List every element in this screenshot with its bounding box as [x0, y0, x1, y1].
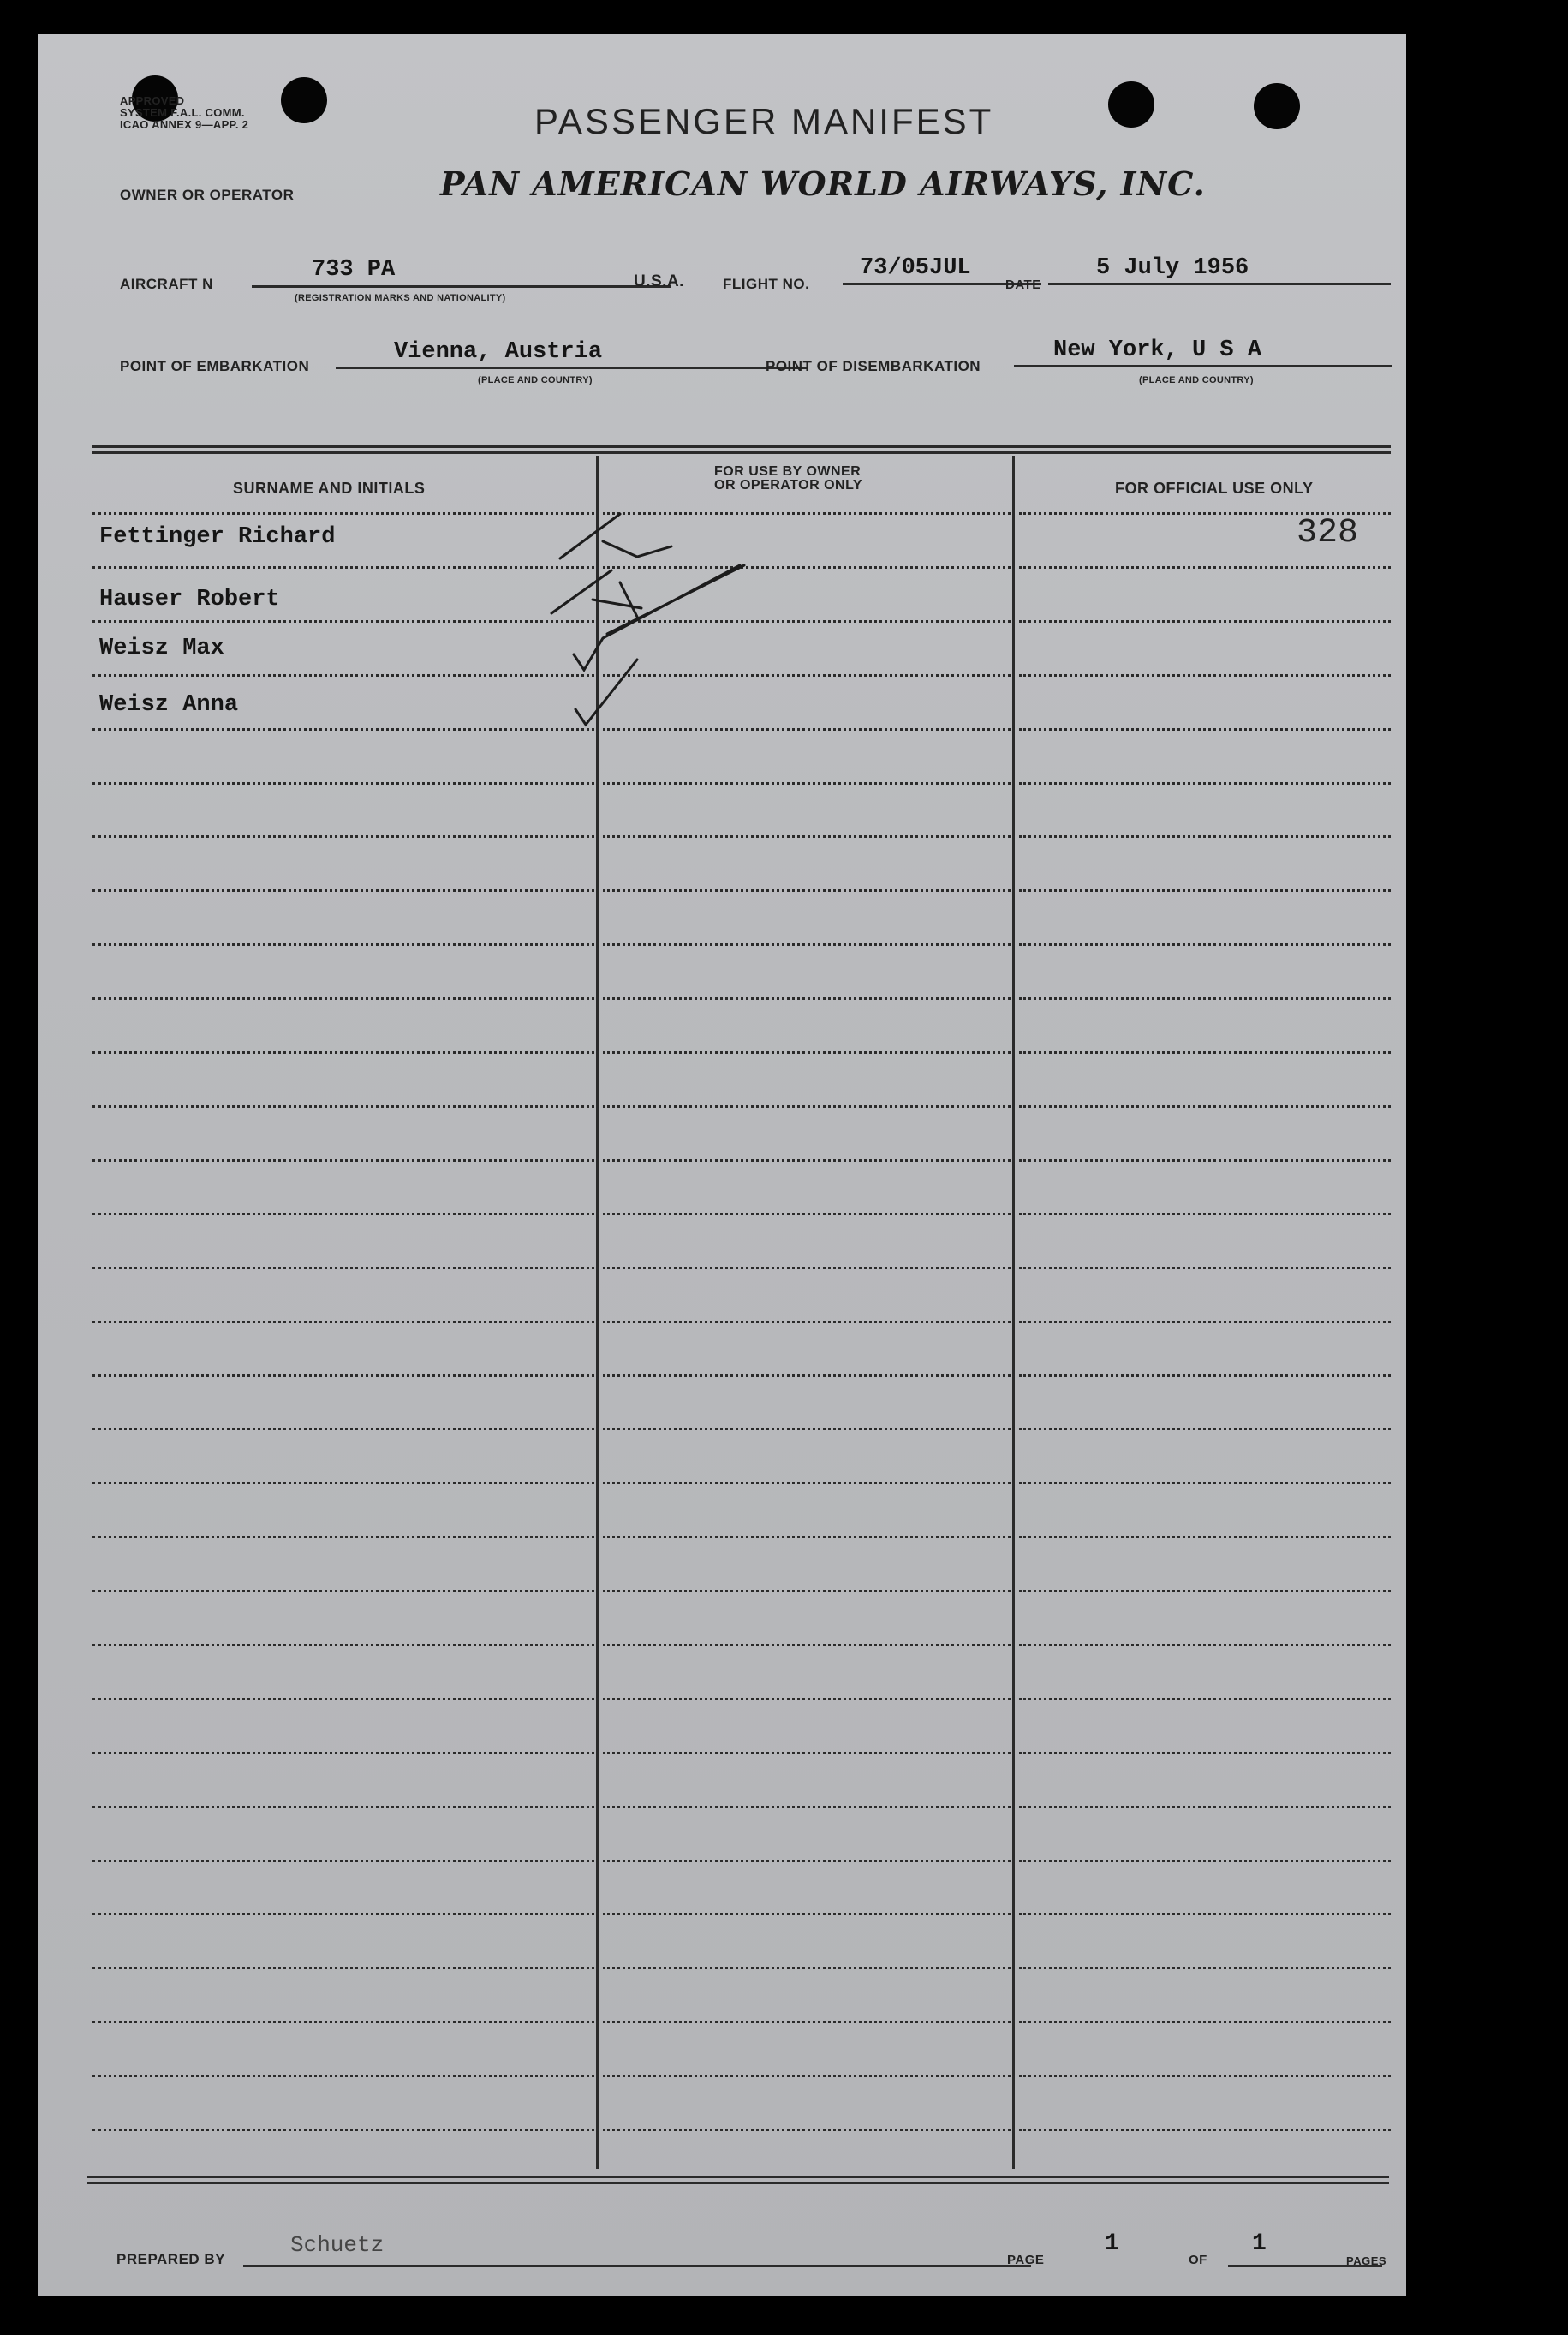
- aircraft-label: AIRCRAFT N: [120, 276, 213, 292]
- embarkation-value: Vienna, Austria: [394, 339, 603, 365]
- mark-a-1: [560, 514, 671, 558]
- handwritten-marks: [38, 34, 1406, 2296]
- operator-name: PAN AMERICAN WORLD AIRWAYS, INC.: [440, 164, 1206, 203]
- col-header-owner-line1: FOR USE BY OWNER: [714, 464, 862, 479]
- approved-line-2: SYSTEM F.A.L. COMM.: [120, 106, 245, 119]
- mark-a-2: [551, 570, 641, 617]
- owner-label: OWNER OR OPERATOR: [120, 187, 295, 203]
- table-bottom-rule-1: [87, 2176, 1389, 2178]
- col-header-official: FOR OFFICIAL USE ONLY: [1115, 480, 1314, 497]
- aircraft-value: 733 PA: [312, 257, 396, 283]
- approved-line-1: APPROVED: [120, 94, 185, 107]
- approved-line-3: ICAO ANNEX 9—APP. 2: [120, 118, 249, 131]
- prepared-by-signature: Schuetz: [290, 2232, 385, 2258]
- registration-hint: (REGISTRATION MARKS AND NATIONALITY): [295, 293, 506, 303]
- total-pages: 1: [1252, 2230, 1267, 2257]
- disembarkation-label: POINT OF DISEMBARKATION: [766, 358, 981, 374]
- col-header-owner-line2: OR OPERATOR ONLY: [714, 478, 863, 493]
- passenger-name-3: Weisz Max: [99, 636, 224, 661]
- date-label: DATE: [1005, 278, 1041, 292]
- official-number: 328: [1297, 514, 1359, 552]
- passenger-name-1: Fettinger Richard: [99, 524, 336, 550]
- flight-label: FLIGHT NO.: [723, 276, 810, 292]
- flight-value: 73/05JUL: [860, 255, 971, 281]
- manifest-sheet: [38, 34, 1406, 2296]
- page-title: PASSENGER MANIFEST: [534, 101, 994, 141]
- embarkation-place-hint: (PLACE AND COUNTRY): [478, 375, 593, 385]
- passenger-name-4: Weisz Anna: [99, 692, 239, 718]
- prepared-underline: [243, 2265, 1031, 2267]
- table-bottom-rule-2: [87, 2182, 1389, 2184]
- page-number: 1: [1105, 2230, 1119, 2257]
- col-header-surname: SURNAME AND INITIALS: [233, 480, 426, 497]
- page-label: PAGE: [1007, 2253, 1045, 2267]
- disembarkation-place-hint: (PLACE AND COUNTRY): [1139, 375, 1254, 385]
- pages-label: PAGES: [1346, 2254, 1387, 2267]
- passenger-name-2: Hauser Robert: [99, 587, 280, 612]
- embarkation-label: POINT OF EMBARKATION: [120, 358, 310, 374]
- date-value: 5 July 1956: [1096, 255, 1249, 281]
- of-label: OF: [1189, 2253, 1207, 2267]
- prepared-by-label: PREPARED BY: [116, 2251, 226, 2267]
- usa-label: U.S.A.: [634, 272, 684, 290]
- disembarkation-value: New York, U S A: [1053, 337, 1262, 363]
